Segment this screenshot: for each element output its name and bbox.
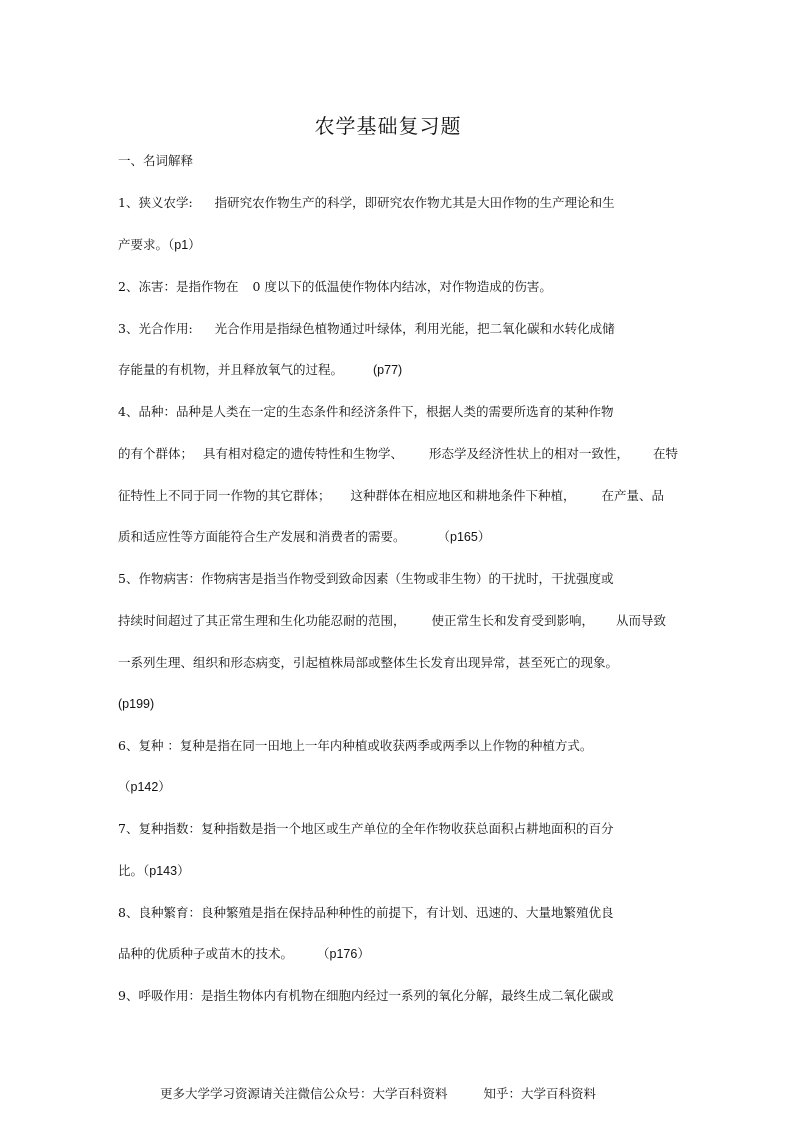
term-4-seg-e: 征特性上不同于同一作物的其它群体； xyxy=(118,488,331,503)
term-7: 7、复种指数：复种指数是指一个地区或生产单位的全年作物收获总面积占耕地面积的百分 xyxy=(118,821,614,836)
term-6-page-ref: （p142） xyxy=(118,780,171,794)
term-6: 6、复种 ：复种是指在同一田地上一年内种植或收获两季或两季以上作物的种植方式。 xyxy=(118,738,593,753)
term-4-seg-b: 具有相对稳定的遗传特性和生物学、 xyxy=(203,446,404,461)
page-title: 农学基础复习题 xyxy=(314,114,462,138)
term-4-line-4 xyxy=(118,528,490,546)
footer-wechat-note: 更多大学学习资源请关注微信公众号：大学百科资料 xyxy=(160,1086,448,1101)
term-1-label: 1、狭义农学: xyxy=(118,195,193,210)
term-4-seg-c: 形态学及经济性状上的相对一致性， xyxy=(429,446,630,461)
term-5: 5、作物病害：作物病害是指当作物受到致命因素（生物或非生物）的干扰时，干扰强度或 xyxy=(118,571,614,586)
term-3-page-ref: (p77) xyxy=(373,363,403,377)
term-7-continued xyxy=(118,862,190,880)
page-footer xyxy=(160,1084,596,1102)
term-3-text-end: 存能量的有机物，并且释放氧气的过程。 xyxy=(118,362,344,377)
footer-zhihu-note: 知乎：大学百科资料 xyxy=(483,1086,597,1101)
term-5-seg-a: 持续时间超过了其正常生理和生化功能忍耐的范围， xyxy=(118,613,406,628)
term-5-seg-b: 使正常生长和发育受到影响， xyxy=(431,613,595,628)
term-5-seg-c: 从而导致 xyxy=(616,613,667,628)
term-8: 8、良种繁育：良种繁殖是指在保持品种种性的前提下，有计划、迅速的、大量地繁殖优良 xyxy=(118,905,614,920)
term-2-label: 2、冻害：是指作物在 xyxy=(118,279,239,294)
term-2-text: 0 度以下的低温使作物体内结冰，对作物造成的伤害。 xyxy=(252,279,552,294)
term-8-page-ref: （p176） xyxy=(317,947,370,961)
term-8-text-end: 品种的优质种子或苗木的技术。 xyxy=(118,946,294,961)
term-2 xyxy=(118,278,552,296)
term-1-page-ref: （p1） xyxy=(168,238,201,252)
term-4-page-ref: （p165） xyxy=(437,530,491,544)
term-1-text-end: 产要求。 xyxy=(118,237,169,252)
term-7-text-end: 比。 xyxy=(118,863,144,878)
section-heading: 一、名词解释 xyxy=(118,153,194,168)
term-4-line-2 xyxy=(118,445,678,463)
term-3-text: 光合作用是指绿色植物通过叶绿体，利用光能，把二氧化碳和水转化成储 xyxy=(214,321,615,336)
term-7-page-ref: （p143） xyxy=(143,864,190,878)
term-1-continued xyxy=(118,236,201,254)
term-1 xyxy=(118,194,615,212)
term-3-label: 3、光合作用: xyxy=(118,321,193,336)
term-3 xyxy=(118,320,615,338)
term-1-text: 指研究农作物生产的科学，即研究农作物尤其是大田作物的生产理论和生 xyxy=(214,195,615,210)
term-4-line-3 xyxy=(118,487,664,505)
term-9: 9、呼吸作用：是指生物体内有机物在细胞内经过一系列的氧化分解，最终生成二氧化碳或 xyxy=(118,988,614,1003)
term-5-line-2 xyxy=(118,612,666,630)
term-4-seg-g: 在产量、品 xyxy=(601,488,665,503)
term-5-line-3: 一系列生理、组织和形态病变，引起植株局部或整体生长发育出现异常，甚至死亡的现象。 xyxy=(118,655,619,670)
term-8-continued xyxy=(118,945,370,963)
term-4-seg-f: 这种群体在相应地区和耕地条件下种植， xyxy=(350,488,576,503)
term-3-continued xyxy=(118,361,402,379)
term-4-seg-a: 的有个群体； xyxy=(118,446,194,461)
term-4-seg-h: 质和适应性等方面能符合生产发展和消费者的需要。 xyxy=(118,529,406,544)
term-4-seg-d: 在特 xyxy=(653,446,679,461)
term-4: 4、品种：品种是人类在一定的生态条件和经济条件下，根据人类的需要所选育的某种作物 xyxy=(118,404,614,419)
term-5-page-ref: (p199) xyxy=(118,697,155,711)
